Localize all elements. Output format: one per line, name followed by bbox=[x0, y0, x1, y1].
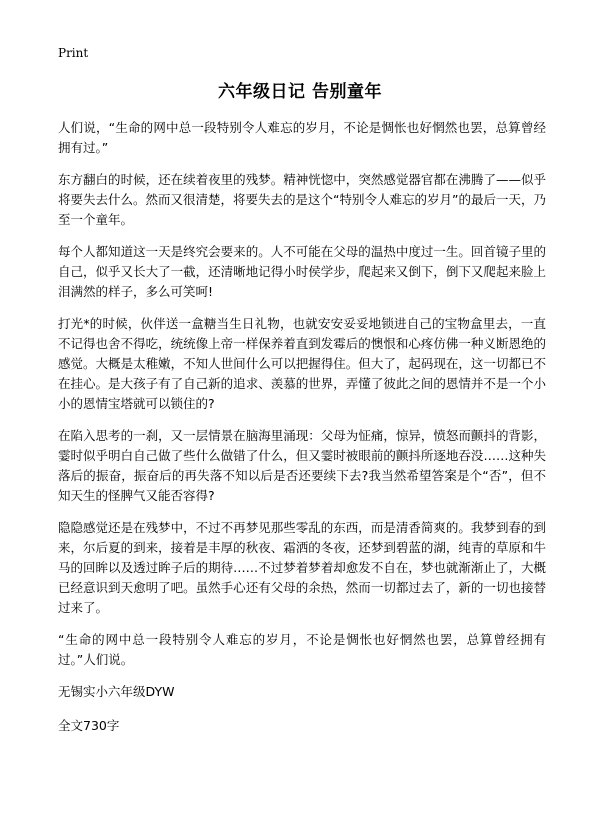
page-title: 六年级日记 告别童年 bbox=[218, 82, 382, 102]
author-line: 无锡实小六年级DYW bbox=[58, 684, 175, 699]
paragraph-1: 人们说，“生命的网中总一段特别令人难忘的岁月，不论是惆怅也好惘然也罢，总算曾经拥有过。” bbox=[58, 120, 546, 155]
paragraph-4: 打光*的时候，伙伴送一盒糖当生日礼物，也就安安妥妥地锁进自己的宝物盒里去，一直不记得也舍不得吃，统统像上帝一样保养着直到发霉后的懊恨和心疼仿佛一种义断恩绝的感觉。大概是太稚嫩，不知人世间什么可以把握得住。但大了，起码现在，这一切都已不在挂心。是大孩子有了自己新的追求、羡慕的世界，弄懂了彼此之间的恩情并不是一个小小的恩情宝塔就可以锁住的? bbox=[58, 316, 546, 411]
paragraph-6: 隐隐感觉还是在残梦中，不过不再梦见那些零乱的东西，而是清香简爽的。我梦到春的到来，尔后夏的到来，接着是丰厚的秋夜、霜洒的冬夜，还梦到碧蓝的湖，纯青的草原和牛马的回眸以及透过眸子后的期待……不过梦着梦着却愈发不自在，梦也就渐渐止了，大概已经意识到天愈明了吧。虽然手心还有父母的余热，然而一切都过去了，新的一切也接替过来了。 bbox=[58, 520, 546, 615]
word-count: 全文730字 bbox=[58, 718, 120, 733]
paragraph-7: “生命的网中总一段特别令人难忘的岁月，不论是惆怅也好惘然也罢，总算曾经拥有过。”人们说。 bbox=[58, 632, 546, 667]
paragraph-5: 在陷入思考的一刹，又一层情景在脑海里涌现：父母为怔痛，惊异，愤怒而颤抖的背影，霎时似乎明白自己做了些什么做错了什么，但又霎时被眼前的颤抖所逐地吞没……这种失落后的振奋，振奋后的再失落不知以后是否还要续下去?我当然希望答案是个“否”，但不知天生的怪脾气又能否容得? bbox=[58, 428, 546, 503]
print-link[interactable]: Print bbox=[58, 46, 89, 60]
paragraph-2: 东方翻白的时候，还在续着夜里的残梦。精神恍惚中，突然感觉器官都在沸腾了——似乎将要失去什么。然而又很清楚，将要失去的是这个“特别令人难忘的岁月”的最后一天，乃至一个童年。 bbox=[58, 172, 546, 227]
paragraph-3: 每个人都知道这一天是终究会要来的。人不可能在父母的温热中度过一生。回首镜子里的自己，似乎又长大了一截，还清晰地记得小时侯学步，爬起来又倒下，倒下又爬起来脸上泪满然的样子，多么可笑呵! bbox=[58, 244, 546, 299]
article-body bbox=[58, 118, 546, 748]
